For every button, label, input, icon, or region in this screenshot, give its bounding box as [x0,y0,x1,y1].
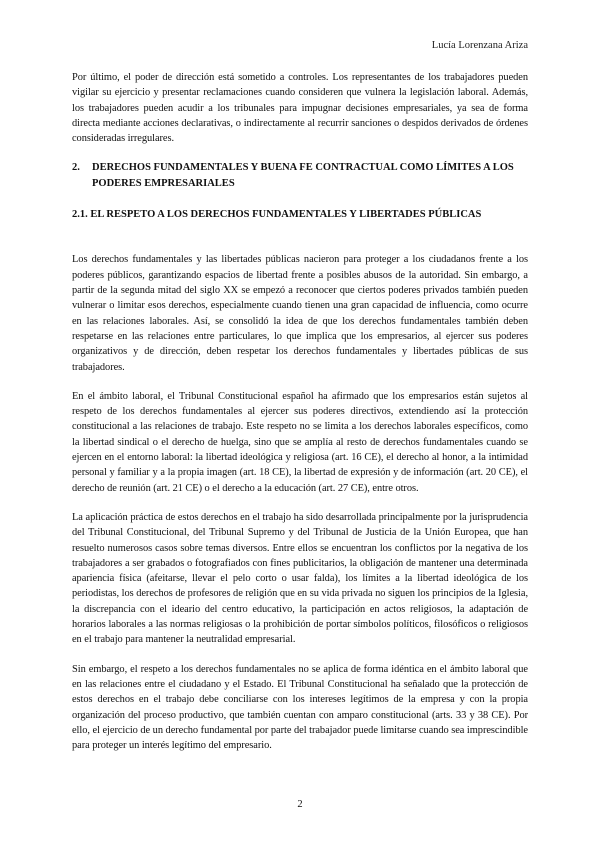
header-author-name: Lucía Lorenzana Ariza [431,40,528,51]
section-title: DERECHOS FUNDAMENTALES Y BUENA FE CONTRACTUAL COMO LÍMITES A LOS PODERES EMPRESARIALES [92,162,514,189]
page-number: 2 [297,799,303,810]
section-heading [72,160,528,191]
body-paragraph-4: Sin embargo, el respeto a los derechos fundamentales no se aplica de forma idéntica en el ámbito laboral que en las relaciones entre el ciudadano y el Estado. El Tribunal Constitucional ha señalado que la protección de estos derechos en el trabajo debe conciliarse con los intereses legítimos de la empresa y con la propia organización del proceso productivo, que también cuentan con amparo constitucional (arts. 33 y 38 CE). Por ello, el ejercicio de un derecho fundamental por parte del trabajador puede limitarse cuando sea imprescindible para proteger un interés legítimo del empresario. [72,663,528,752]
subsection-heading: 2.1. EL RESPETO A LOS DERECHOS FUNDAMENTALES Y LIBERTADES PÚBLICAS [72,209,482,221]
document-body [72,70,528,767]
intro-paragraph: Por último, el poder de dirección está sometido a controles. Los representantes de los trabajadores pueden vigilar su ejercicio y presentar reclamaciones cuando consideren que vulnera la legislación laboral. Además, los trabajadores pueden acudir a los tribunales para impugnar decisiones empresariales, ya sea de forma directa mediante acciones declarativas, o indirectamente al recurrir sanciones o despidos derivados de órdenes consideradas irregulares. [72,72,528,145]
section-number: 2. [72,162,80,174]
body-paragraph-3: La aplicación práctica de estos derechos en el trabajo ha sido desarrollada principalmente por la jurisprudencia del Tribunal Constitucional, del Tribunal Supremo y del Tribunal de Justicia de la Unión Europea, que han resuelto numerosos casos sobre temas diversos. Entre ellos se encuentran los conflictos por la negativa de los trabajadores a ser grabados o fotografiados con fines publicitarios, la obligación de mantener una determinada apariencia física (afeitarse, llevar el pelo corto o usar falda), los límites a la libertad ideológica de los periodistas, los derechos de profesores de religión que en su vida privada no siguen los principios de la Iglesia, la discrepancia con el ideario del centro educativo, la participación en actos religiosos, la adaptación de horarios laborales a las normas religiosas o la prohibición de portar símbolos políticos, filosóficos o religiosos en el trabajo para mantener la neutralidad empresarial. [72,511,528,646]
body-paragraph-2: En el ámbito laboral, el Tribunal Constitucional español ha afirmado que los empresarios están sujetos al respeto de los derechos fundamentales al ejercer sus poderes directivos, extendiendo así la protección constitucional a las relaciones de trabajo. Este respeto no se limita a los derechos laborales específicos, como la libertad sindical o el derecho de huelga, sino que se amplía al resto de derechos fundamentales cuando se ejercen en el entorno laboral: la libertad ideológica y religiosa (art. 16 CE), el derecho al honor, a la intimidad personal y familiar y a la propia imagen (art. 18 CE), la libertad de expresión y de información (art. 20 CE), el derecho de reunión (art. 21 CE) o el derecho a la educación (art. 27 CE), entre otros. [72,390,528,494]
body-paragraph-1: Los derechos fundamentales y las libertades públicas nacieron para proteger a los ciudadanos frente a los poderes públicos, garantizando espacios de libertad frente a posibles abusos de la autoridad. Sin embargo, a partir de la segunda mitad del siglo XX se empezó a reconocer que ciertos poderes privados también pueden vulnerar o limitar esos derechos, especialmente cuando tienen una gran capacidad de influencia, como ocurre en las relaciones laborales. Así, se consolidó la idea de que los derechos fundamentales también deben respetarse en las relaciones entre particulares, lo que implica que los empresarios, al ejercer sus poderes organizativos y de dirección, deben respetar los derechos fundamentales y libertades públicas de sus trabajadores. [72,254,528,373]
